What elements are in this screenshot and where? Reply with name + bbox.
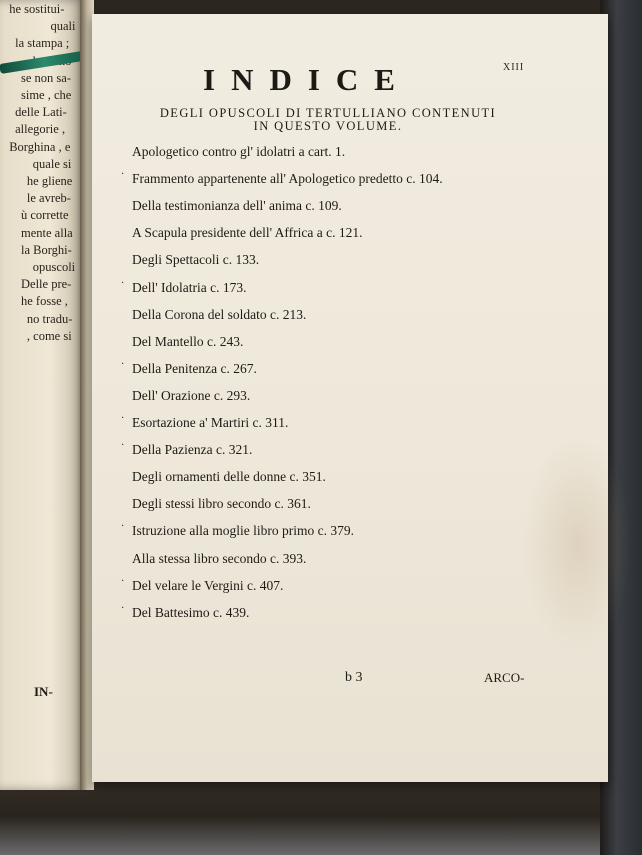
page-title: INDICE xyxy=(203,62,411,97)
index-entry: Del velare le Vergini c. 407. xyxy=(132,577,284,593)
index-entry: Del Battesimo c. 439. xyxy=(132,604,250,620)
page-number: XIII xyxy=(503,62,525,73)
index-entry: Della Corona del soldato c. 213. xyxy=(132,306,307,322)
left-page-line: se non sa- xyxy=(21,70,71,85)
left-page-line: opuscoli xyxy=(32,260,76,274)
index-entry: Del Mantello c. 243. xyxy=(132,333,244,349)
left-page-line: quali xyxy=(50,19,76,34)
entry-marker: · xyxy=(121,521,125,533)
entry-marker: · xyxy=(121,169,125,181)
left-page-line: mente alla xyxy=(21,225,73,240)
index-entry: Degli Spettacoli c. 133. xyxy=(132,252,260,268)
left-page-line: ù corrette xyxy=(21,208,69,223)
index-entry: Degli stessi libro secondo c. 361. xyxy=(132,496,311,512)
index-entry: A Scapula presidente dell' Affrica a c. 121. xyxy=(132,225,363,241)
subtitle-line: IN QUESTO VOLUME. xyxy=(253,119,403,133)
left-page-line: quale si xyxy=(32,156,72,171)
left-page-line: la stampa ; xyxy=(15,36,70,51)
index-entry: Dell' Orazione c. 293. xyxy=(132,387,251,403)
left-page-line: he sostitui- xyxy=(9,2,65,16)
index-entry: Della Pazienza c. 321. xyxy=(132,442,253,458)
left-page-line: Delle pre- xyxy=(21,277,72,292)
left-page-line: delle Lati- xyxy=(15,105,67,120)
entry-marker: · xyxy=(121,440,125,452)
index-entry: Esortazione a' Martiri c. 311. xyxy=(132,415,289,430)
index-entry: Della Penitenza c. 267. xyxy=(132,360,257,376)
left-page xyxy=(0,0,84,790)
left-page-line: , come si xyxy=(26,328,72,343)
left-page-line: he fosse , xyxy=(21,294,68,309)
left-page-line: allegorie , xyxy=(15,122,66,137)
entry-marker: · xyxy=(121,602,125,614)
page-subtitle xyxy=(128,107,528,133)
entry-marker: · xyxy=(121,277,125,289)
left-catchword: IN- xyxy=(34,684,53,699)
index-entry: Degli ornamenti delle donne c. 351. xyxy=(132,469,326,485)
entry-marker: · xyxy=(121,358,125,370)
index-entry: Apologetico contro gl' idolatri a cart. 1. xyxy=(132,144,346,159)
index-entry: Dell' Idolatria c. 173. xyxy=(132,279,247,295)
index-entry: Della testimonianza dell' anima c. 109. xyxy=(132,198,342,214)
signature-mark: b 3 xyxy=(345,670,363,685)
show-through-stain xyxy=(522,434,632,654)
entry-marker: · xyxy=(121,575,125,587)
left-page-line: sime , che xyxy=(21,88,72,102)
entry-marker: · xyxy=(121,413,125,424)
subtitle-line: DEGLI OPUSCOLI DI TERTULLIANO CONTENUTI xyxy=(159,106,497,120)
left-page-line: no tradu- xyxy=(26,311,73,326)
index-entry: Frammento appartenente all' Apologetico predetto c. 104. xyxy=(132,171,443,187)
left-page-line: he gliene xyxy=(26,174,73,188)
index-entry: Alla stessa libro secondo c. 393. xyxy=(132,550,307,566)
left-page-line: Borghina , e xyxy=(9,139,71,154)
left-page-line: le avreb- xyxy=(26,191,71,206)
left-page-line: la Borghi- xyxy=(21,242,72,257)
index-entry: Istruzione alla moglie libro primo c. 379. xyxy=(132,523,354,539)
catchword: ARCO- xyxy=(484,670,525,685)
